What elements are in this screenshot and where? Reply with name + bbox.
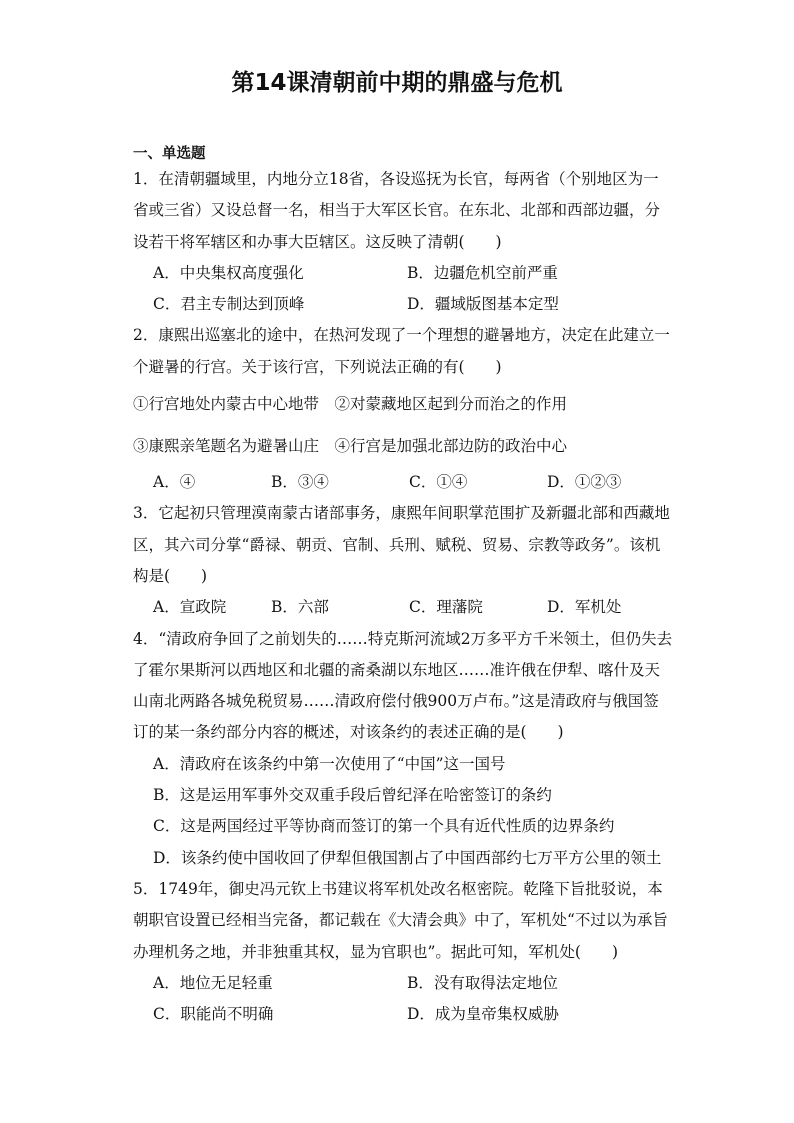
option-d[interactable]: D．军机处: [547, 598, 622, 617]
statement-row-2: ③康熙亲笔题名为避暑山庄 ④行宫是加强北部边防的政治中心: [133, 437, 568, 456]
option-b[interactable]: B．六部: [271, 598, 329, 617]
option-a[interactable]: A．清政府在该条约中第一次使用了“中国”这一国号: [153, 754, 506, 773]
option-d[interactable]: D．疆域版图基本定型: [407, 295, 559, 314]
question-list: [133, 144, 673, 1030]
option-c[interactable]: C．君主专制达到顶峰: [153, 295, 305, 314]
question-5: [133, 874, 673, 1030]
option-d[interactable]: D．①②③: [547, 473, 622, 492]
option-d[interactable]: D．成为皇帝集权威胁: [407, 1005, 559, 1024]
question-2: [133, 320, 673, 498]
question-2-options: [133, 467, 673, 498]
option-c[interactable]: C．理藩院: [409, 598, 483, 617]
question-4-stem: 4．“清政府争回了之前划失的……特克斯河流域2万多平方千米领土，但仍失去了霍尔果斯河以西地区和北疆的斋桑湖以东地区……准许俄在伊犁、喀什及天山南北两路各城免税贸易……清政府偿付俄900万卢布。”这是清政府与俄国签订的某一条约部分内容的概述，对该条约的表述正确的是( ): [133, 629, 673, 742]
question-1-options: [133, 258, 673, 321]
question-3-stem: 3．它起初只管理漠南蒙古诸部事务，康熙年间职掌范围扩及新疆北部和西藏地区，其六司分掌“爵禄、朝贡、官制、兵刑、赋税、贸易、宗教等政务”。该机构是( ): [133, 504, 670, 585]
option-c[interactable]: C．①④: [409, 473, 468, 492]
question-5-stem: 5．1749年，御史冯元钦上书建议将军机处改名枢密院。乾隆下旨批驳说，本朝职官设置已经相当完备，都记载在《大清会典》中了，军机处“不过以为承旨办理机务之地，并非独重其权，显为官职也”。据此可知，军机处( ): [133, 879, 668, 961]
option-b[interactable]: B．边疆危机空前严重: [407, 263, 558, 282]
option-b[interactable]: B．③④: [271, 473, 329, 492]
statement-row-1: ①行宫地处内蒙古中心地带 ②对蒙藏地区起到分而治之的作用: [133, 395, 568, 414]
option-a[interactable]: A．④: [153, 473, 196, 492]
option-b[interactable]: B．这是运用军事外交双重手段后曾纪泽在哈密签订的条约: [153, 786, 552, 805]
option-a[interactable]: A．宣政院: [153, 598, 227, 617]
question-3: [133, 498, 673, 623]
question-2-statements: [133, 383, 673, 467]
question-2-stem: 2．康熙出巡塞北的途中，在热河发现了一个理想的避暑地方，决定在此建立一个避暑的行宫。关于该行宫，下列说法正确的有( ): [133, 326, 670, 376]
option-a[interactable]: A．地位无足轻重: [153, 973, 273, 992]
question-3-options: [133, 592, 673, 623]
page-title: 第14课清朝前中期的鼎盛与危机: [231, 70, 563, 96]
section-title: 一、单选题: [133, 146, 206, 162]
option-b[interactable]: B．没有取得法定地位: [407, 973, 558, 992]
question-4-options: [133, 749, 673, 874]
question-1-stem: 1．在清朝疆域里，内地分立18省，各设巡抚为长官，每两省（个别地区为一省或三省）又设总督一名，相当于大军区长官。在东北、北部和西部边疆，分设若干将军辖区和办事大臣辖区。这反映了清朝( ): [133, 170, 661, 251]
option-c[interactable]: C．职能尚不明确: [153, 1005, 274, 1024]
option-d[interactable]: D．该条约使中国收回了伊犁但俄国割占了中国西部约七万平方公里的领土: [153, 848, 662, 867]
question-1: [133, 164, 673, 320]
option-a[interactable]: A．中央集权高度强化: [153, 263, 304, 282]
question-4: [133, 624, 673, 874]
question-5-options: [133, 968, 673, 1031]
option-c[interactable]: C．这是两国经过平等协商而签订的第一个具有近代性质的边界条约: [153, 817, 615, 836]
